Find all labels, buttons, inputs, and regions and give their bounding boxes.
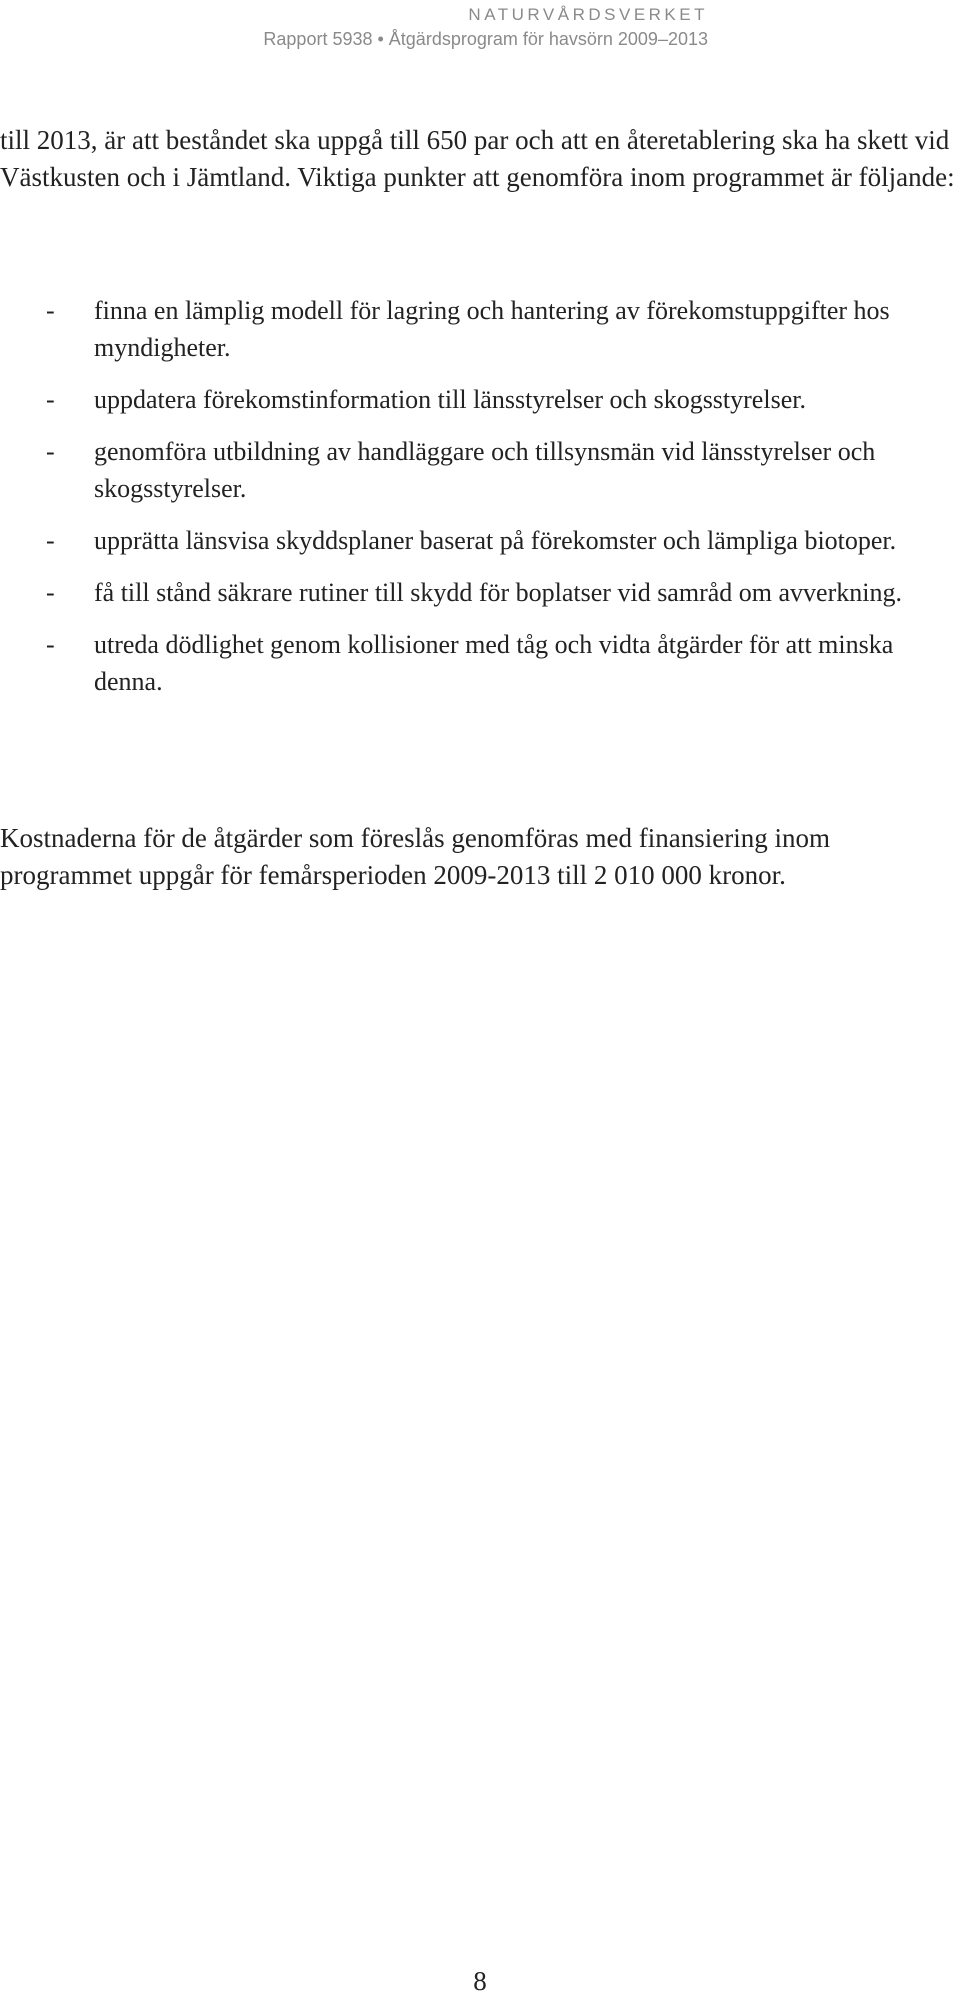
report-title: Rapport 5938 • Åtgärdsprogram för havsörn 2009–2013 [263,29,708,49]
bullet-dash: - [46,385,55,414]
bullet-dash: - [46,578,55,607]
bullet-dash: - [46,526,55,555]
intro-text: till 2013, är att beståndet ska uppgå till 650 par och att en återetablering ska ha skett vid Västkusten och i Jämtland. Viktiga punkter att genomföra inom programmet är följande: [0,125,955,192]
list-item-text: genomföra utbildning av handläggare och tillsynsmän vid länsstyrelser och skogsstyrelser. [94,437,876,503]
action-points-list [0,292,960,715]
list-item-text: få till stånd säkrare rutiner till skydd för boplatser vid samråd om avverkning. [94,578,902,607]
list-item [0,292,960,366]
page-number: 8 [473,1966,487,1996]
closing-paragraph [0,820,960,894]
list-item [0,433,960,507]
list-item [0,522,960,559]
page-header [263,5,708,51]
closing-text: Kostnaderna för de åtgärder som föreslås genomföras med finansiering inom programmet uppgår för femårsperioden 2009-2013 till 2 010 000 kronor. [0,823,830,890]
list-item-text: finna en lämplig modell för lagring och hantering av förekomstuppgifter hos myndigheter. [94,296,890,362]
list-item-text: upprätta länsvisa skyddsplaner baserat på förekomster och lämpliga biotoper. [94,526,897,555]
list-item [0,381,960,418]
intro-paragraph [0,122,960,196]
list-item-text: uppdatera förekomstinformation till länsstyrelser och skogsstyrelser. [94,385,806,414]
bullet-dash: - [46,296,55,325]
list-item [0,626,960,700]
organization-name: NATURVÅRDSVERKET [468,5,708,24]
bullet-dash: - [46,437,55,466]
list-item [0,574,960,611]
list-item-text: utreda dödlighet genom kollisioner med tåg och vidta åtgärder för att minska denna. [94,630,894,696]
bullet-dash: - [46,630,55,659]
